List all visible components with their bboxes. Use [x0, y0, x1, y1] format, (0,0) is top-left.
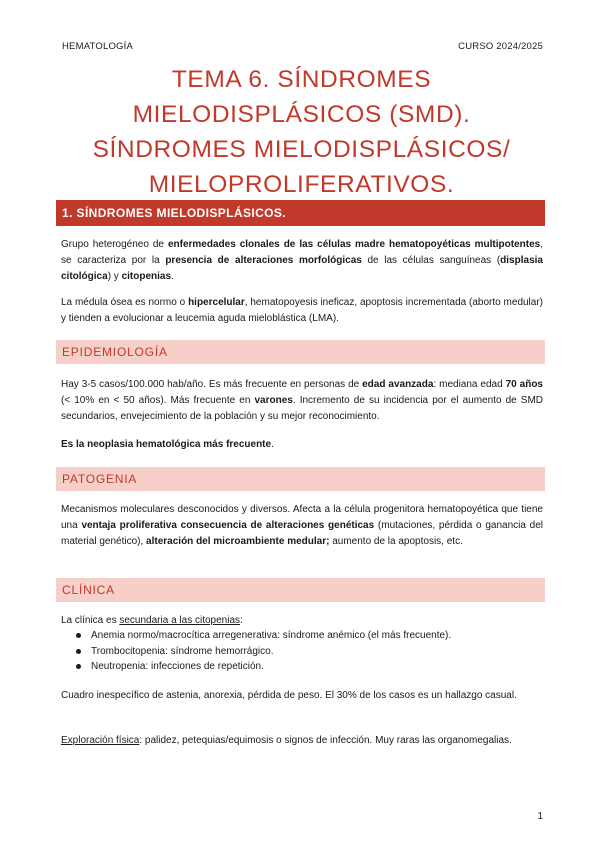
- section-heading-epidemiologia: EPIDEMIOLOGÍA: [56, 340, 545, 364]
- text-run: , se caracteriza por la: [61, 239, 543, 266]
- paragraph-definition: [61, 237, 543, 285]
- section-heading-sindromes: 1. SÍNDROMES MIELODISPLÁSICOS.: [56, 200, 545, 226]
- bold-text: alteración del microambiente medular;: [146, 536, 330, 547]
- bold-text: presencia de alteraciones morfológicas: [165, 255, 362, 266]
- text-run: Mecanismos moleculares desconocidos y diversos. Afecta a la célula progenitora hematopoyética que tiene una: [61, 504, 543, 531]
- text-run: , hematopoyesis ineficaz, apoptosis incrementada (aborto medular) y tienden a evolucionar a leucemia aguda mieloblástica (LMA).: [61, 297, 544, 324]
- paragraph-clinica-intro: [61, 613, 543, 629]
- bold-text: varones: [254, 395, 293, 406]
- text-run: (< 10% en < 50 años). Más frecuente en: [61, 395, 255, 406]
- bold-text: edad avanzada: [362, 379, 434, 390]
- paragraph-epidemiologia: [61, 377, 543, 425]
- underlined-text: Exploración física: [61, 735, 140, 746]
- list-item: Anemia normo/macrocítica arregenerativa: síndrome anémico (el más frecuente).: [61, 628, 541, 644]
- section-heading-patogenia: PATOGENIA: [56, 467, 545, 491]
- paragraph-cuadro: Cuadro inespecífico de astenia, anorexia, pérdida de peso. El 30% de los casos es un hallazgo casual.: [61, 690, 517, 701]
- text-run: de las células sanguíneas (: [361, 255, 501, 266]
- page-number: 1: [537, 811, 543, 822]
- title-line: TEMA 6. SÍNDROMES: [171, 66, 432, 93]
- running-header-subject: HEMATOLOGÍA: [62, 41, 134, 52]
- bold-text: ventaja proliferativa consecuencia de alteraciones genéticas: [81, 520, 375, 531]
- bold-text: citopenias: [121, 271, 172, 282]
- title-line: MIELOPROLIFERATIVOS.: [148, 171, 455, 198]
- text-run: Hay 3-5 casos/100.000 hab/año. Es más frecuente en personas de: [61, 379, 363, 390]
- title-line: SÍNDROMES MIELODISPLÁSICOS/: [92, 136, 511, 163]
- running-header-course: CURSO 2024/2025: [458, 41, 543, 52]
- paragraph-neoplasia: [61, 437, 543, 453]
- text-run: .: [271, 439, 274, 450]
- text-run: : mediana edad: [433, 379, 506, 390]
- paragraph-medula: [61, 295, 543, 327]
- text-run: aumento de la apoptosis, etc.: [329, 536, 463, 547]
- text-run: La clínica es: [61, 615, 120, 626]
- paragraph-exploracion: [61, 733, 543, 749]
- text-run: Grupo heterogéneo de: [61, 239, 168, 250]
- bold-text: enfermedades clonales de las células madre hematopoyéticas multipotentes: [167, 239, 541, 250]
- list-item: Neutropenia: infecciones de repetición.: [61, 659, 541, 675]
- text-run: .: [171, 271, 174, 282]
- text-run: :: [240, 615, 243, 626]
- text-run: . Incremento de su incidencia por el aumento de SMD secundarios, envejecimiento de la población y su mejor reconocimiento.: [61, 395, 544, 422]
- text-run: La médula ósea es normo o: [61, 297, 189, 308]
- bold-text: 70 años: [505, 379, 543, 390]
- text-run: ) y: [107, 271, 122, 282]
- symptom-list: [61, 628, 541, 675]
- bold-text: hipercelular: [188, 297, 245, 308]
- paragraph-patogenia: [61, 502, 543, 550]
- section-heading-clinica: CLÍNICA: [56, 578, 545, 602]
- text-run: : palidez, petequias/equimosis o signos de infección. Muy raras las organomegalias.: [139, 735, 512, 746]
- underlined-text: secundaria a las citopenias: [119, 615, 241, 626]
- bold-text: Es la neoplasia hematológica más frecuente: [61, 439, 272, 450]
- bold-text: displasia citológica: [61, 255, 543, 282]
- text-run: (mutaciones, pérdida o ganancia del material genético),: [61, 520, 544, 547]
- page-title: [60, 62, 543, 202]
- title-line: MIELODISPLÁSICOS (SMD).: [132, 101, 471, 128]
- list-item: Trombocitopenia: síndrome hemorrágico.: [61, 644, 541, 660]
